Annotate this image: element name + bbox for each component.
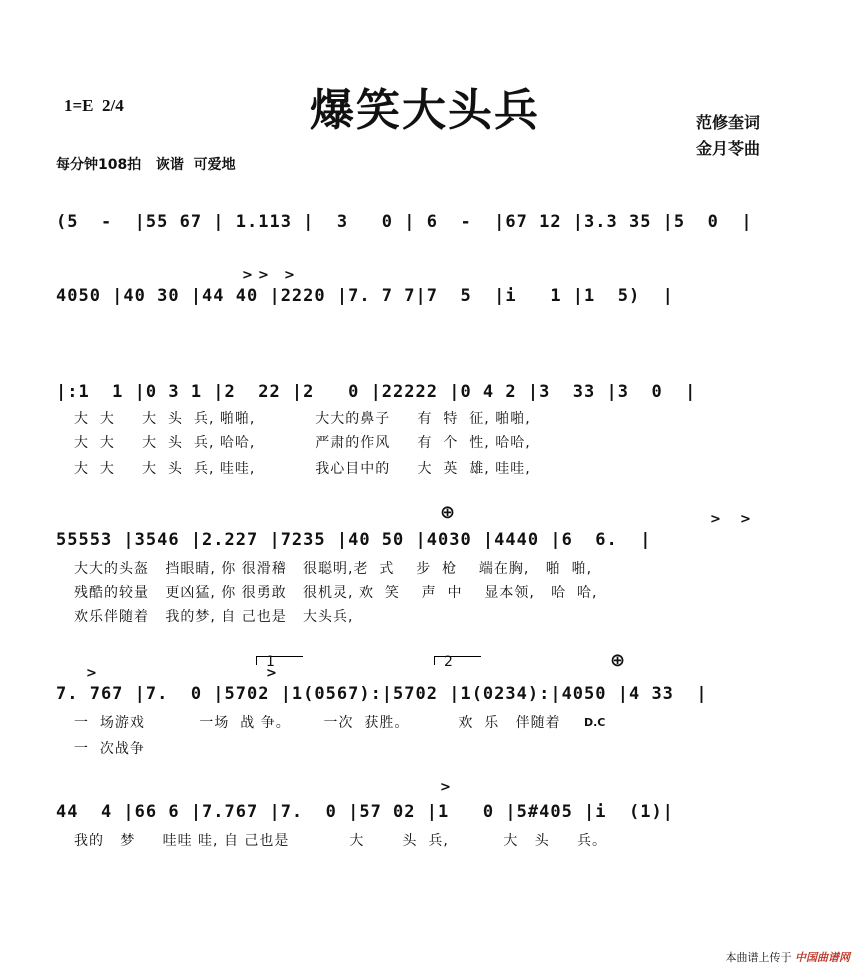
lyric-line-5-verse-2: 一 次战争: [74, 741, 145, 757]
accent-mark: >: [242, 268, 253, 283]
lyric-line-5-verse-1: 一 场游戏 一场 战 争。 一次 获胜。 欢 乐 伴随着: [74, 715, 561, 731]
lyricist-credit: 范修奎词: [696, 113, 761, 132]
upload-footer: [726, 949, 851, 965]
lyric-line-4-verse-2: 残酷的较量 更凶猛, 你 很勇敢 很机灵, 欢 笑 声 中 显本领, 哈 哈,: [74, 585, 598, 601]
key-signature: 1=E 2/4: [64, 96, 124, 115]
accent-mark: >: [710, 512, 721, 527]
score-line-6: 44 4 |66 6 |7.767 |7. 0 |57 02 |1 0 |5#405 |i (1)|: [56, 802, 674, 822]
lyric-line-4-verse-3: 欢乐伴随着 我的梦, 自 己也是 大头兵,: [74, 609, 354, 625]
lyric-line-6: 我的 梦 哇哇 哇, 自 己也是 大 头 兵, 大 头 兵。: [74, 833, 607, 849]
score-line-4: 55553 |3546 |2.227 |7235 |40 50 |4030 |4440 |6 6. |: [56, 530, 652, 550]
dc-marking: D.C: [584, 716, 606, 729]
coda-sign-icon: ⊕: [440, 502, 456, 523]
accent-mark: >: [440, 780, 451, 795]
accent-mark: >: [740, 512, 751, 527]
accent-mark: >: [86, 666, 97, 681]
footer-prefix: 本曲谱上传于: [725, 951, 792, 964]
score-line-3: |:1 1 |0 3 1 |2 22 |2 0 |22222 |0 4 2 |3 33 |3 0 |: [56, 382, 697, 402]
lyric-line-4-verse-1: 大大的头盔 挡眼睛, 你 很滑稽 很聪明,老 式 步 枪 端在胸, 啪 啪,: [74, 561, 593, 577]
score-line-1: (5 - |55 67 | 1.113 | 3 0 | 6 - |67 12 |3.3 35 |5 0 |: [56, 212, 753, 232]
volta-bracket-1: [256, 656, 303, 665]
volta-bracket-2: [434, 656, 481, 665]
lyric-line-3-verse-3: 大 大 大 头 兵, 哇哇, 我心目中的 大 英 雄, 哇哇,: [74, 461, 531, 477]
coda-sign-icon: ⊕: [610, 650, 626, 671]
footer-brand-logo: 中国曲谱网: [795, 951, 850, 964]
score-line-5: 7. 767 |7. 0 |5702 |1(0567):|5702 |1(0234):|4050 |4 33 |: [56, 684, 708, 704]
accent-mark: >: [258, 268, 269, 283]
score-line-2: 4050 |40 30 |44 40 |2220 |7. 7 7|7 5 |i 1 |1 5) |: [56, 286, 674, 306]
volta-number-2: 2: [444, 654, 453, 670]
accent-mark: >: [284, 268, 295, 283]
lyric-line-3-verse-1: 大 大 大 头 兵, 啪啪, 大大的鼻子 有 特 征, 啪啪,: [74, 411, 531, 427]
accent-mark: >: [266, 666, 277, 681]
page-title: 爆笑大头兵: [310, 85, 540, 136]
composer-credit: 金月苓曲: [696, 139, 761, 158]
tempo-marking: 每分钟108拍 诙谐 可爱地: [56, 157, 236, 173]
lyric-line-3-verse-2: 大 大 大 头 兵, 哈哈, 严肃的作风 有 个 性, 哈哈,: [74, 435, 531, 451]
volta-number-1: 1: [266, 654, 275, 670]
